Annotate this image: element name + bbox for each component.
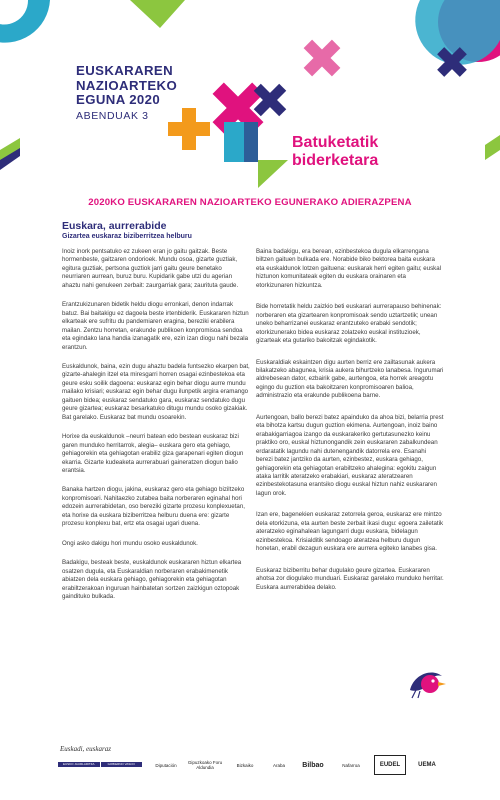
event-title-block: [76, 64, 226, 122]
paragraph: Inoiz inork pentsatuko ez zukeen eran jo gaitu gaitzak. Beste hormenbeste, gaitzaren ondorioek. Mundu osoa, gizarte guztiak, egitura guztiak, pertsona guztiok jarri gaitu geure benetako neurriaren aurrean, buruz buru. Kupidarik gabe utzi du agerian ahaztu nahi genukeen zerbait: zaurgarriak gara; zaurituta gaude.: [62, 248, 239, 289]
pink-cross-shape: [294, 30, 351, 87]
slogan-line: Batuketatik: [292, 134, 379, 151]
slogan-line: biderketara: [292, 152, 379, 169]
bird-icon: [406, 660, 448, 702]
paragraph: Badakigu, besteak beste, euskaldunok euskararen hiztun elkartea osatzen dugula, eta Euskaraldian norberaren erabakimenetik abiatzen dela euskara gehiago, gehiagorekin eta gehiagotan erabiltzerakoan inguruan hainbatetan sortzen zaizkigun oztopoak gaindituko bulkada.: [62, 559, 242, 600]
logo: EUDEL: [374, 755, 406, 775]
paragraph: Euskaldunok, baina, ezin dugu ahaztu badela funtsezko ekarpen bat, gizarte-ahalegin itzel eta miresgarri horren osagai ezinbestekoa eta geure esku soilik dagoena: euskaraz egin behar diogu aurre mundu mailako krisiari; euskaraz egin behar dugu ilunpetik argira eramango gaituen bidea; euskaraz sendatuko gara, euskaraz sendatuko dugu geure gizartea; euskaraz besarkatuko ditugu mundu osoko gizakiak. Bat garelako. Euskaraz bat mundu osoarekin.: [62, 362, 250, 421]
paragraph: Horixe da euskaldunok –neurri batean edo bestean euskaraz bizi garen munduko herritarrok, alegia– euskara gero eta gehiago, gehiagorekin eta gehiagotan erabiliz giza garapenari egiten diogun ekarria. Gizarte kudeaketa aurrerabuari gaineratzen diogun balio erantsia.: [62, 433, 244, 474]
declaration-heading: 2020KO EUSKARAREN NAZIOARTEKO EGUNERAKO ADIERAZPENA: [88, 197, 412, 208]
event-date: ABENDUAK 3: [76, 109, 149, 122]
article-subtitle: Gizartea euskaraz biziberritzea helburu: [62, 233, 192, 240]
government-band-label: EUSKO JAURLARITZA: [58, 762, 100, 767]
paragraph: Euskaraz biziberritu behar dugulako geure gizartea. Euskararen ahotsa zor diogulako munduari. Euskaraz garelako munduko herritar. Euskara aurrerabidea delako.: [256, 566, 444, 591]
logo: Bizkaiko: [236, 762, 254, 768]
event-title-line: EUSKARAREN: [76, 63, 174, 78]
cyan-arc-shape: [0, 0, 50, 43]
logo: Bilbao: [302, 761, 324, 769]
footer-logos: [0, 745, 500, 800]
green-stripe-right: [485, 135, 500, 160]
event-title-line: NAZIOARTEKO: [76, 77, 178, 93]
green-triangle-shape: [130, 0, 185, 28]
paragraph: Ongi asko dakigu hori mundu osoko euskaldunok.: [62, 539, 198, 547]
logo: Diputación: [155, 762, 177, 768]
green-corner-shape: [258, 160, 288, 188]
footer-signature: Euskadi, euskaraz: [60, 745, 111, 753]
paragraph: Euskaraldiak eskaintzen digu aurten berriz ere zailtasunak aukera bilakatzeko abagunea, krisia aukera bihurtzeko lanabesa. Ingurumari aldrebesean dator, ezbairik gabe, aurtengoa, eta horrek areagotu egingo du guztion eta bakoitzaren konpromisoaren balioa, administrazio eta erakunde publikoena barne.: [256, 358, 444, 400]
paragraph: Baina badakigu, era berean, ezinbestekoa dugula elkarrengana biltzen gaituen bulkada ere. Norabide biko bektorea baita euskara eta euskaldunok lotzen gaituena: euskarak herri egiten gaitu; euskal hiztunon komunitateak egiten du euskara orainaren eta etorkizunaren hizkuntza.: [256, 248, 442, 289]
logo: Nafarroa: [342, 762, 360, 768]
paragraph: Aurtengoan, ballo berezi batez apainduko da ahoa bizi, belarria prest eta bihotza kartsu dugun guztion ekimena. Aurtengoan, inoiz baino erabakigarriagoa izango da euskarakeriko gertutasunezko keinu praktiko oro, euskal hiztunongandik zein euskararen zabalkundean erdaratatik lagundu nahi dutenengandik datorrela ere. Esanahi berezi batez jantziko da aurten, ezinbestez, euskara gehiago, gehiagorekin eta gehiagotan erabiltzeko ahalegina: egokitu zaigun ataka larritik ateratzeko erabakiari, euskaraz ateratzearen ezinbestekotasuna erantsiko diogu euskal hiztun nahiz euskararen lagun orok.: [256, 413, 444, 497]
logo: Araba: [272, 762, 285, 768]
article-title: Euskara, aurrerabide: [62, 220, 167, 232]
left-column: [62, 248, 250, 612]
logo: Gipuzkoako Foru Aldundia: [187, 760, 223, 770]
paragraph: Izan ere, bagenekien euskaraz zetorrela geroa, euskaraz ere mintzo dela etorkizuna, eta aurten beste zerbait ikasi dugu: egoera zailetatik ateratzeko eginahalean lagungarri dugu euskara, bidelagun ezinbestekoa. Krisialditik sendoago ateratzea helburu dugun honetan, erabil dezagun euskara ere aurrera egiteko lanabes gisa.: [256, 511, 444, 553]
paragraph: Erantzukizunaren bidetik heldu diogu erronkari, denon indarrak batuz. Bai baitakigu ez dagoela beste irtenbiderik. Euskararen hiztun elkarteak ere sufritu du pandemiaren eragina, bereziki erabilera mailan. Zentzu horretan, erakunde publikoen konpromisoa sendoa eta egindako lana handia izanagatik ere, ezin izan diogu nahi bezala erantzun.: [62, 301, 249, 351]
government-band-label: GOBIERNO VASCO: [101, 762, 143, 767]
government-band: [58, 762, 142, 767]
paragraph: Bide horretatik heldu zaizkio beti euskarari aurrerapauso behinenak: norberaren eta gizartearen konpromisoak sendo uztartzetik; unean uneko beharrizanei euskaraz erantzuteko erabaki sendotik; etorkizunerako bidea euskaraz zolatzeko euskal instituzioek, gizarteak eta gutariko bakoitzak egindakotik.: [256, 303, 442, 345]
slogan: [292, 134, 442, 170]
event-title-line: EGUNA 2020: [76, 92, 161, 108]
paragraph: Banaka hartzen diogu, jakina, euskaraz gero eta gehiago biziltzeko konpromisoari. Nahitaezko zutabea baita norberaren eginahal hori edozein aurrerabidetan, oso bereziki gizarte prozesu konplexuetan, eta horixe da euskara biziberritzea helburu duena ere: gizarte prozesu konplexu bat, ertz eta osagai ugari duena.: [62, 486, 245, 528]
logo: UEMA: [418, 761, 436, 768]
right-column: [256, 248, 444, 605]
